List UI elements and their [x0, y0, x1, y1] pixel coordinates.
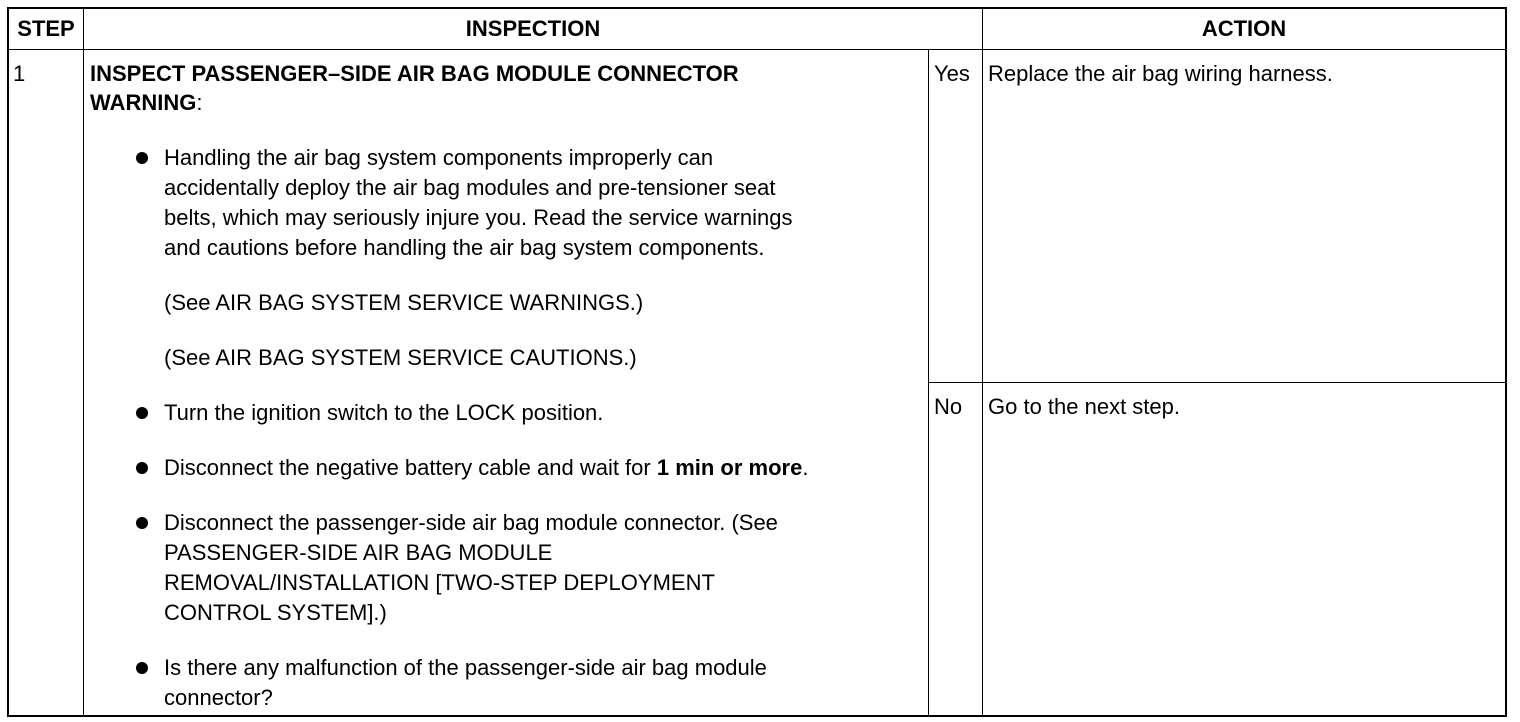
no-action: Go to the next step. [988, 394, 1181, 419]
see-warnings-reference: (See AIR BAG SYSTEM SERVICE WARNINGS.) [164, 290, 644, 315]
bullet-dot [136, 517, 148, 529]
warning-line-1: Handling the air bag system components improperly can [164, 145, 714, 170]
warning-label: WARNING [90, 90, 197, 115]
question-line-1: Is there any malfunction of the passenger-side air bag module [164, 655, 767, 680]
yes-action: Replace the air bag wiring harness. [988, 61, 1333, 86]
question-line-2: connector? [164, 685, 273, 710]
disconnect-line-4: CONTROL SYSTEM].) [164, 600, 387, 625]
bullet-dot [136, 662, 148, 674]
inspection-table [7, 7, 1507, 717]
bullet-dot [136, 407, 148, 419]
inspection-title: INSPECT PASSENGER–SIDE AIR BAG MODULE CONNECTOR [90, 61, 739, 86]
battery-step-end: . [802, 455, 809, 480]
header-divider [9, 49, 1505, 50]
yes-no-divider [928, 382, 1505, 383]
header-step: STEP [17, 16, 75, 41]
warning-line-2: accidentally deploy the air bag modules and pre-tensioner seat [164, 175, 776, 200]
warning-heading [90, 88, 202, 117]
see-cautions-reference: (See AIR BAG SYSTEM SERVICE CAUTIONS.) [164, 345, 637, 370]
battery-step-text: Disconnect the negative battery cable and wait for [164, 455, 657, 480]
disconnect-line-2: PASSENGER-SIDE AIR BAG MODULE [164, 540, 553, 565]
yes-label: Yes [934, 61, 970, 86]
ignition-step: Turn the ignition switch to the LOCK position. [164, 400, 604, 425]
bullet-dot [136, 152, 148, 164]
col-divider-action [982, 9, 983, 715]
disconnect-line-3: REMOVAL/INSTALLATION [TWO-STEP DEPLOYMENT [164, 570, 715, 595]
warning-line-4: and cautions before handling the air bag system components. [164, 235, 765, 260]
bullet-dot [136, 462, 148, 474]
col-divider-step [83, 9, 84, 715]
header-inspection: INSPECTION [465, 16, 601, 41]
battery-step [164, 453, 808, 482]
header-action: ACTION [1201, 16, 1287, 41]
battery-wait-time: 1 min or more [656, 455, 803, 480]
step-number: 1 [13, 61, 26, 86]
warning-line-3: belts, which may seriously injure you. Read the service warnings [164, 205, 793, 230]
warning-colon: : [196, 90, 203, 115]
disconnect-line-1: Disconnect the passenger-side air bag module connector. (See [164, 510, 778, 535]
no-label: No [934, 394, 963, 419]
